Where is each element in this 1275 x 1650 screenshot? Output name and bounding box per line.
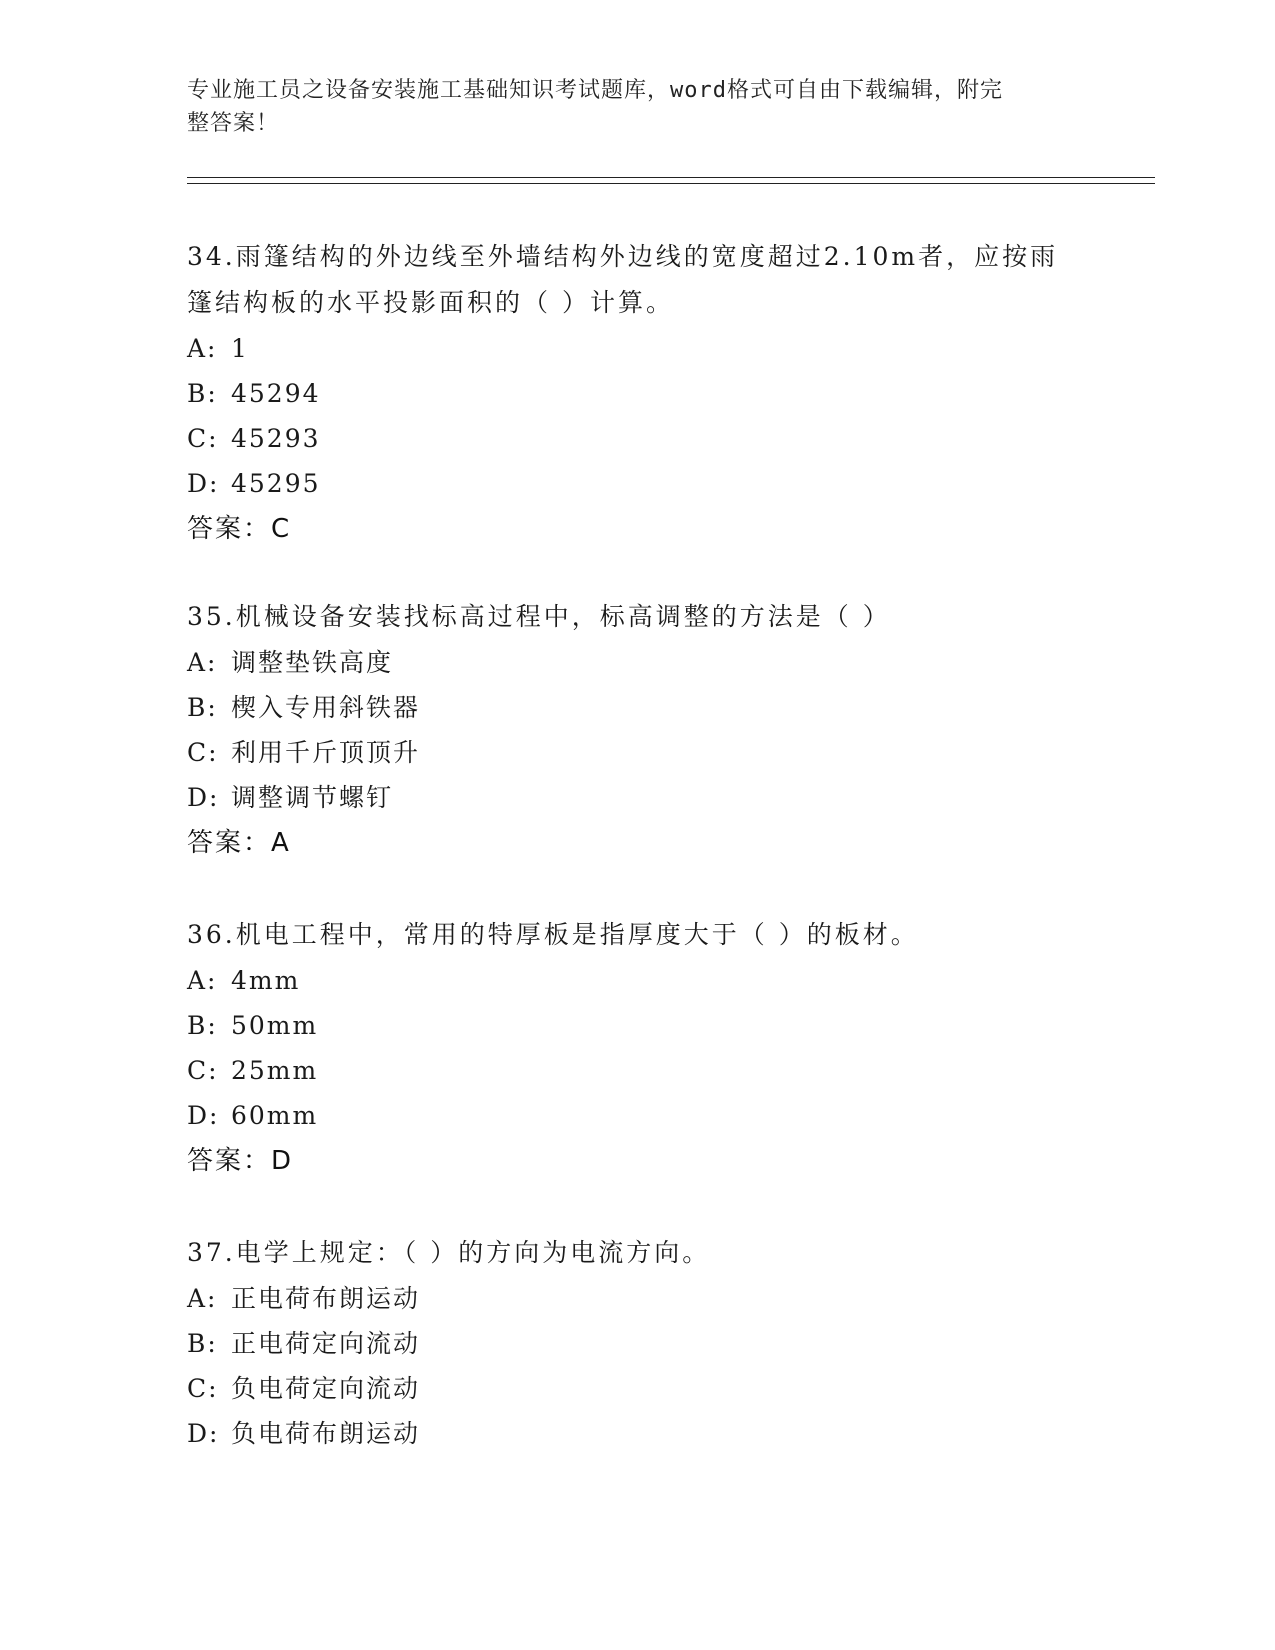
option-d — [187, 461, 1087, 506]
document-header — [187, 74, 1067, 140]
option-b — [187, 685, 1087, 730]
option-text: 负电荷布朗运动 — [231, 1419, 421, 1448]
option-text: 调整调节螺钉 — [231, 783, 394, 812]
option-b — [187, 1321, 1087, 1366]
question-number: 37. — [187, 1238, 236, 1267]
question-number: 34. — [187, 242, 236, 271]
option-key: B: — [187, 379, 218, 408]
option-key: C: — [187, 424, 219, 453]
question-stem-line-1: 雨篷结构的外边线至外墙结构外边线的宽度超过2.10m者，应按雨 — [235, 242, 1059, 271]
option-key: B: — [187, 1011, 218, 1040]
option-key: A: — [187, 334, 218, 363]
header-divider-bottom — [187, 183, 1155, 184]
question-text — [187, 234, 1087, 326]
option-c — [187, 1366, 1087, 1411]
option-a — [187, 640, 1087, 685]
option-c — [187, 1048, 1087, 1093]
option-key: A: — [187, 966, 218, 995]
option-key: C: — [187, 738, 219, 767]
option-key: A: — [187, 648, 218, 677]
option-key: D: — [187, 783, 220, 812]
option-text: 45293 — [231, 424, 321, 453]
question-text — [187, 912, 1087, 958]
option-text: 利用千斤顶顶升 — [231, 738, 421, 767]
question-number: 35. — [187, 602, 236, 631]
question-35 — [187, 594, 1087, 866]
option-b — [187, 371, 1087, 416]
option-text: 45295 — [231, 469, 321, 498]
question-stem-line-1: 机械设备安装找标高过程中，标高调整的方法是（ ） — [235, 602, 891, 631]
option-a — [187, 1276, 1087, 1321]
option-text: 4mm — [231, 966, 301, 995]
option-key: B: — [187, 1329, 218, 1358]
header-line-2: 整答案！ — [187, 111, 280, 136]
option-a — [187, 326, 1087, 371]
option-key: A: — [187, 1284, 218, 1313]
question-37 — [187, 1230, 1087, 1456]
option-key: B: — [187, 693, 218, 722]
option-text: 45294 — [231, 379, 321, 408]
option-key: C: — [187, 1056, 219, 1085]
question-text — [187, 1230, 1087, 1276]
option-text: 50mm — [231, 1011, 319, 1040]
option-b — [187, 1003, 1087, 1048]
question-text — [187, 594, 1087, 640]
answer: 答案：A — [187, 828, 291, 858]
option-c — [187, 416, 1087, 461]
option-text: 正电荷布朗运动 — [231, 1284, 421, 1313]
option-text: 调整垫铁高度 — [231, 648, 394, 677]
answer: 答案：D — [187, 1146, 294, 1176]
question-34 — [187, 234, 1087, 552]
option-text: 25mm — [231, 1056, 319, 1085]
question-stem-line-1: 机电工程中，常用的特厚板是指厚度大于（ ）的板材。 — [235, 920, 919, 949]
answer: 答案：C — [187, 514, 292, 544]
option-text: 楔入专用斜铁器 — [231, 693, 421, 722]
option-key: D: — [187, 469, 220, 498]
option-c — [187, 730, 1087, 775]
option-key: D: — [187, 1101, 220, 1130]
question-stem-line-2: 篷结构板的水平投影面积的（ ）计算。 — [187, 288, 674, 317]
option-key: D: — [187, 1419, 220, 1448]
header-divider-top — [187, 177, 1155, 178]
question-stem-line-1: 电学上规定：（ ）的方向为电流方向。 — [235, 1238, 711, 1267]
question-36 — [187, 912, 1087, 1184]
option-d — [187, 1093, 1087, 1138]
option-a — [187, 958, 1087, 1003]
question-number: 36. — [187, 920, 236, 949]
option-text: 1 — [231, 334, 249, 363]
option-key: C: — [187, 1374, 219, 1403]
option-text: 正电荷定向流动 — [231, 1329, 421, 1358]
option-text: 60mm — [231, 1101, 319, 1130]
option-d — [187, 1411, 1087, 1456]
option-d — [187, 775, 1087, 820]
header-line-1: 专业施工员之设备安装施工基础知识考试题库，word格式可自由下载编辑，附完 — [187, 78, 1003, 103]
option-text: 负电荷定向流动 — [231, 1374, 421, 1403]
